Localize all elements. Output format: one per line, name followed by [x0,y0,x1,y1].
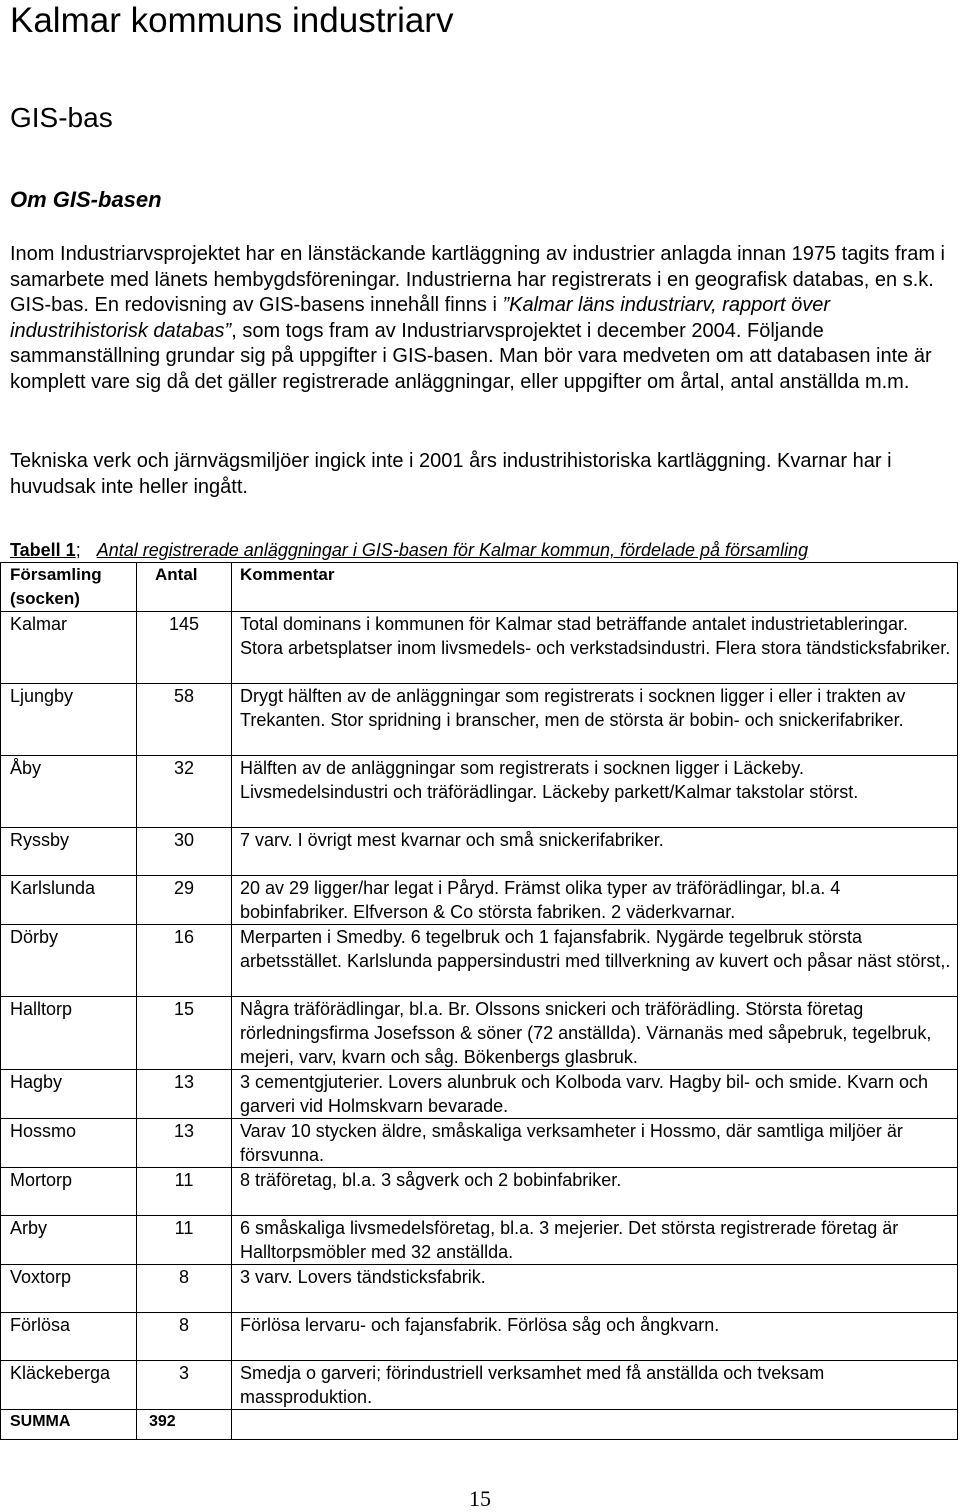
comment-cell: Hälften av de anläggningar som registrerats i socknen ligger i Läckeby. Livsmedelsindustri och träförädlingar. Läckeby parkett/Kalmar takstolar störst. [232,756,958,828]
count-cell: 8 [137,1313,232,1361]
table-row [1,1216,958,1265]
caption-text: Antal registrerade anläggningar i GIS-basen för Kalmar kommun, fördelade på församling [96,540,809,560]
count-cell: 32 [137,756,232,828]
table-row [1,1119,958,1168]
intro-paragraph [10,242,955,396]
comment-cell: Total dominans i kommunen för Kalmar stad beträffande antalet industrietableringar. Stora arbetsplatser inom livsmedels- och verkstadsindustri. Flera stora tändsticksfabriker. [232,612,958,684]
subsection-heading: Om GIS-basen [10,187,162,212]
parish-cell: Dörby [1,925,137,997]
count-cell: 13 [137,1070,232,1119]
report-title-italic: ”Kalmar läns industriarv, rapport över industrihistorisk databas” [10,294,831,342]
table-row [1,876,958,925]
comment-cell: Några träförädlingar, bl.a. Br. Olssons snickeri och träförädling. Största företag rörledningsfirma Josefsson & söner (72 anställda). Värnanäs med såpebruk, tegelbruk, mejeri, varv, kvarn och såg. Bökenbergs glasbruk. [232,997,958,1070]
table-row [1,1168,958,1216]
count-cell: 145 [137,612,232,684]
comment-cell: Drygt hälften av de anläggningar som registrerats i socknen ligger i eller i trakten av Trekanten. Stor spridning i branscher, men de största är bobin- och snickerifabriker. [232,684,958,756]
count-cell: 16 [137,925,232,997]
parish-table [0,562,958,1440]
count-cell: 11 [137,1168,232,1216]
table-row [1,684,958,756]
comment-cell: 7 varv. I övrigt mest kvarnar och små snickerifabriker. [232,828,958,876]
parish-cell: Åby [1,756,137,828]
count-cell: 15 [137,997,232,1070]
comment-cell: 3 varv. Lovers tändsticksfabrik. [232,1265,958,1313]
parish-cell: Arby [1,1216,137,1265]
comment-cell: 20 av 29 ligger/har legat i Påryd. Främst olika typer av träförädlingar, bl.a. 4 bobinfabriker. Elfverson & Co största fabriken. 2 väderkvarnar. [232,876,958,925]
header-parish: Församling (socken) [1,563,137,612]
note-paragraph: Tekniska verk och järnvägsmiljöer ingick inte i 2001 års industrihistoriska kartläggning. Kvarnar har i huvudsak inte heller ingått. [10,450,892,498]
table-row [1,828,958,876]
parish-cell: Halltorp [1,997,137,1070]
intro-text-a: Inom Industriarvsprojektet har en länstäckande kartläggning av industrier anlagda innan 1975 tagits fram i samarbete med länets hembygdsföreningar. Industrierna har registrerats i en geografisk databas, en s.k. GIS-bas. En redovisning av GIS-basens innehåll finns i [10,243,945,317]
header-comment: Kommentar [232,563,958,612]
table-header-row [1,563,958,612]
count-cell: 11 [137,1216,232,1265]
table-row [1,997,958,1070]
comment-cell: Varav 10 stycken äldre, småskaliga verksamheter i Hossmo, där samtliga miljöer är försvunna. [232,1119,958,1168]
count-cell: 3 [137,1361,232,1410]
total-value: 392 [137,1410,232,1440]
parish-cell: Ryssby [1,828,137,876]
count-cell: 58 [137,684,232,756]
count-cell: 29 [137,876,232,925]
table-row [1,1313,958,1361]
page-title: Kalmar kommuns industriarv [10,1,454,40]
comment-cell: Smedja o garveri; förindustriell verksamhet med få anställda och tveksam massproduktion. [232,1361,958,1410]
table-row [1,925,958,997]
comment-cell: 8 träföretag, bl.a. 3 sågverk och 2 bobinfabriker. [232,1168,958,1216]
total-label: SUMMA [1,1410,137,1440]
total-comment-empty [232,1410,958,1440]
caption-separator: ; [75,540,81,560]
comment-cell: 6 småskaliga livsmedelsföretag, bl.a. 3 mejerier. Det största registrerade företag är Halltorpsmöbler med 32 anställda. [232,1216,958,1265]
parish-cell: Ljungby [1,684,137,756]
section-heading: GIS-bas [10,102,113,133]
count-cell: 30 [137,828,232,876]
table-caption [10,538,955,562]
table-row [1,1361,958,1410]
header-count: Antal [137,563,232,612]
parish-cell: Hagby [1,1070,137,1119]
parish-cell: Karlslunda [1,876,137,925]
parish-cell: Voxtorp [1,1265,137,1313]
parish-cell: Mortorp [1,1168,137,1216]
intro-text-c: , som togs fram av Industriarvsprojektet i december 2004. Följande sammanställning grundar sig på uppgifter i GIS-basen. Man bör vara medveten om att databasen inte är komplett vare sig då det gäller registrerade anläggningar, eller uppgifter om årtal, antal anställda m.m. [10,319,932,393]
parish-cell: Hossmo [1,1119,137,1168]
parish-cell: Kalmar [1,612,137,684]
table-row [1,756,958,828]
total-row [1,1410,958,1440]
count-cell: 13 [137,1119,232,1168]
comment-cell: 3 cementgjuterier. Lovers alunbruk och Kolboda varv. Hagby bil- och smide. Kvarn och garveri vid Holmskvarn bevarade. [232,1070,958,1119]
count-cell: 8 [137,1265,232,1313]
page-number: 15 [469,1486,491,1511]
table-row [1,1265,958,1313]
parish-cell: Kläckeberga [1,1361,137,1410]
caption-label: Tabell 1 [10,540,76,560]
comment-cell: Förlösa lervaru- och fajansfabrik. Förlösa såg och ångkvarn. [232,1313,958,1361]
table-row [1,1070,958,1119]
comment-cell: Merparten i Smedby. 6 tegelbruk och 1 fajansfabrik. Nygärde tegelbruk största arbetsstället. Karlslunda pappersindustri med tillverkning av kuvert och påsar näst störst,. [232,925,958,997]
parish-cell: Förlösa [1,1313,137,1361]
table-row [1,612,958,684]
